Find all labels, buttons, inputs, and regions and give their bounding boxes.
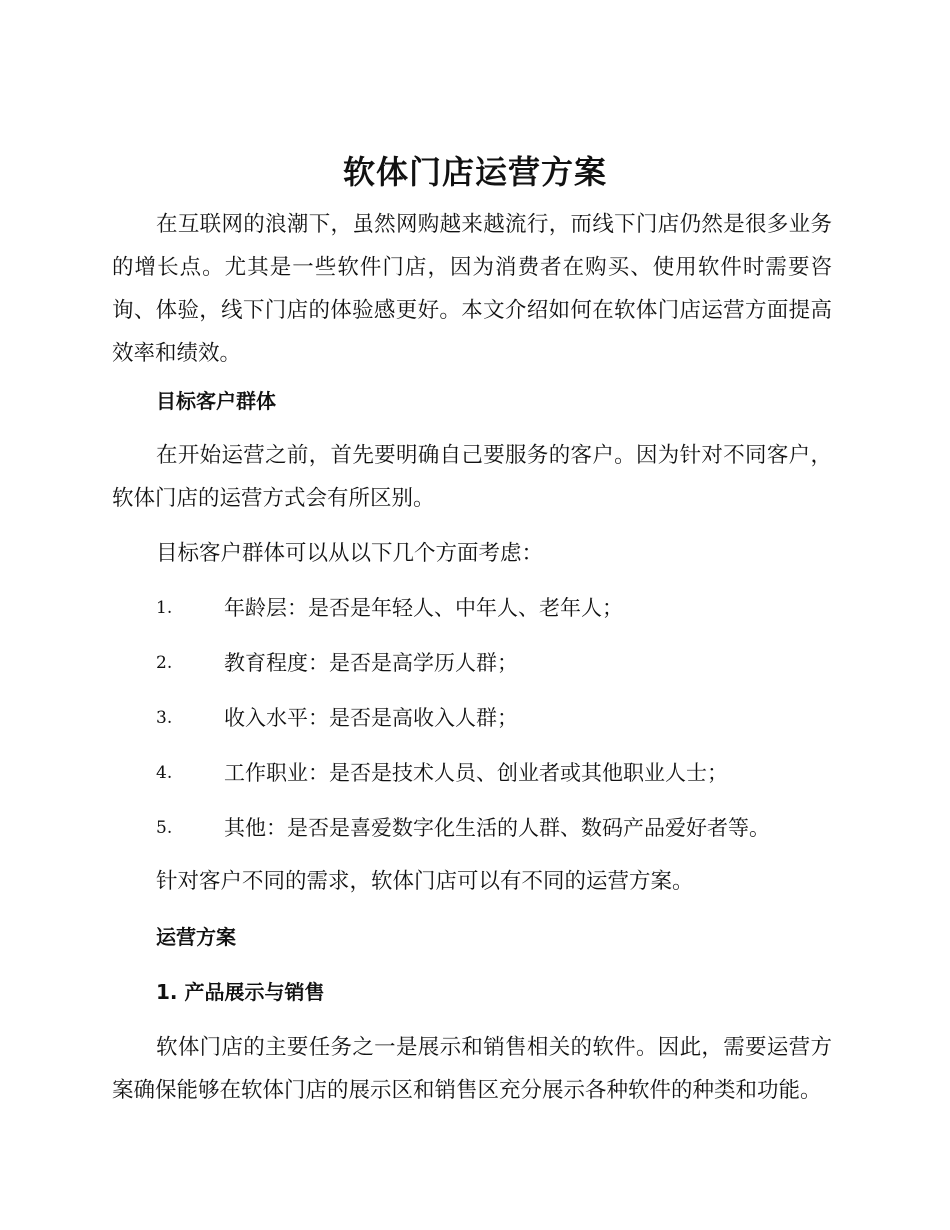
- subsection-heading-product-display: 1. 产品展示与销售: [156, 980, 325, 1004]
- list-item-text: 教育程度：是否是高学历人群；: [224, 651, 518, 675]
- list-item-text: 工作职业：是否是技术人员、创业者或其他职业人士；: [224, 761, 728, 785]
- section-heading-operations-plan: 运营方案: [156, 925, 236, 949]
- product-display-paragraph: 软体门店的主要任务之一是展示和销售相关的软件。因此，需要运营方案确保能够在软体门店的展示区和销售区充分展示各种软件的种类和功能。: [112, 1035, 832, 1103]
- list-item-text: 其他：是否是喜爱数字化生活的人群、数码产品爱好者等。: [224, 816, 770, 840]
- list-item-number: 3.: [156, 708, 173, 728]
- list-item-number: 4.: [156, 763, 173, 783]
- section-heading-target-customers: 目标客户群体: [156, 389, 276, 413]
- list-intro-paragraph: 目标客户群体可以从以下几个方面考虑：: [156, 541, 544, 566]
- target-customers-paragraph: 在开始运营之前，首先要明确自己要服务的客户。因为针对不同客户，软体门店的运营方式会有所区别。: [112, 443, 832, 511]
- list-item-number: 5.: [156, 818, 173, 838]
- list-item-number: 1.: [156, 598, 173, 618]
- document-title: 软体门店运营方案: [342, 153, 607, 191]
- intro-paragraph: 在互联网的浪潮下，虽然网购越来越流行，而线下门店仍然是很多业务的增长点。尤其是一些软件门店，因为消费者在购买、使用软件时需要咨询、体验，线下门店的体验感更好。本文介绍如何在软体门店运营方面提高效率和绩效。: [112, 212, 832, 366]
- list-item-text: 年龄层：是否是年轻人、中年人、老年人；: [224, 596, 623, 620]
- list-outro-paragraph: 针对客户不同的需求，软体门店可以有不同的运营方案。: [156, 869, 694, 894]
- list-item-text: 收入水平：是否是高收入人群；: [224, 706, 518, 730]
- list-item-number: 2.: [156, 653, 173, 673]
